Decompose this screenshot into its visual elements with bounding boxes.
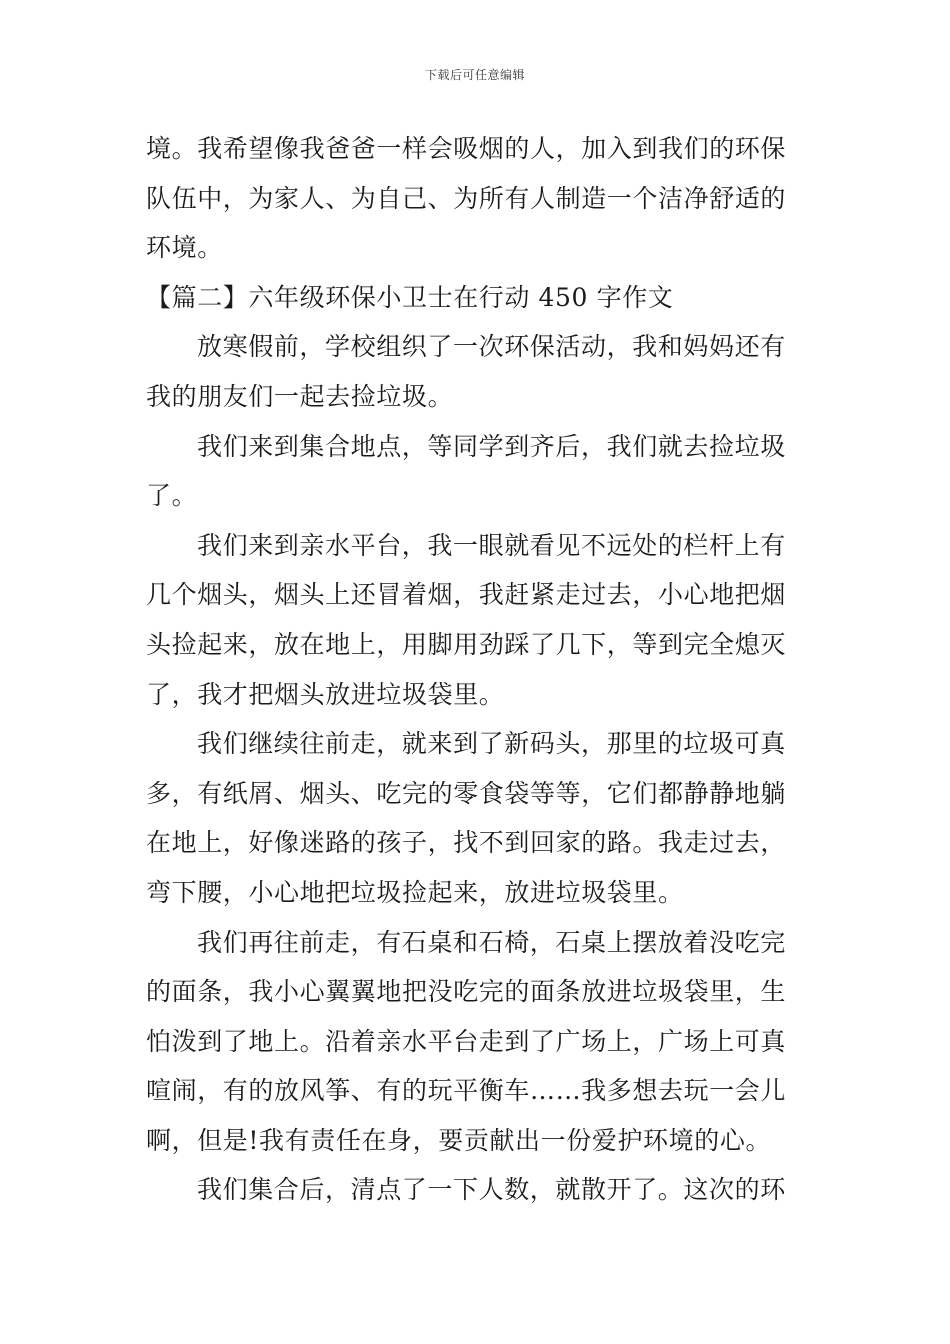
paragraph-start-line: 我们集合后，清点了一下人数，就散开了。这次的环	[197, 1175, 786, 1205]
paragraph-start-line: 我们来到亲水平台，我一眼就看见不远处的栏杆上有	[197, 530, 786, 560]
text-line: 了，我才把烟头放进垃圾袋里。	[146, 679, 505, 709]
text-line: 环境。	[146, 233, 223, 263]
paragraph-start-line: 放寒假前，学校组织了一次环保活动，我和妈妈还有	[197, 332, 786, 362]
text-line: 多，有纸屑、烟头、吃完的零食袋等等，它们都静静地躺	[146, 778, 787, 808]
text-line: 在地上，好像迷路的孩子，找不到回家的路。我走过去，	[146, 828, 787, 858]
paragraph-start-line: 我们继续往前走，就来到了新码头，那里的垃圾可真	[197, 729, 786, 759]
section-title: 【篇二】六年级环保小卫士在行动 450 字作文	[146, 282, 674, 312]
text-line: 啊，但是!我有责任在身，要贡献出一份爱护环境的心。	[146, 1125, 772, 1155]
document-body	[146, 124, 806, 1215]
text-line: 喧闹，有的放风筝、有的玩平衡车……我多想去玩一会儿	[146, 1076, 787, 1106]
paragraph-start-line: 我们再往前走，有石桌和石椅，石桌上摆放着没吃完	[197, 927, 786, 957]
text-line: 境。我希望像我爸爸一样会吸烟的人，加入到我们的环保	[146, 134, 787, 163]
text-line: 了。	[146, 481, 198, 511]
text-line: 队伍中，为家人、为自己、为所有人制造一个洁净舒适的	[146, 183, 787, 213]
page-header: 下载后可任意编辑	[424, 68, 525, 82]
text-line: 弯下腰，小心地把垃圾捡起来，放进垃圾袋里。	[146, 877, 684, 907]
text-line: 头捡起来，放在地上，用脚用劲踩了几下，等到完全熄灭	[146, 629, 787, 659]
text-line: 的面条，我小心翼翼地把没吃完的面条放进垃圾袋里，生	[146, 977, 787, 1007]
paragraph-start-line: 我们来到集合地点，等同学到齐后，我们就去捡垃圾	[197, 431, 786, 461]
text-line: 我的朋友们一起去捡垃圾。	[146, 381, 454, 411]
text-line: 怕泼到了地上。沿着亲水平台走到了广场上，广场上可真	[146, 1026, 787, 1056]
text-line: 几个烟头，烟头上还冒着烟，我赶紧走过去，小心地把烟	[146, 580, 787, 610]
